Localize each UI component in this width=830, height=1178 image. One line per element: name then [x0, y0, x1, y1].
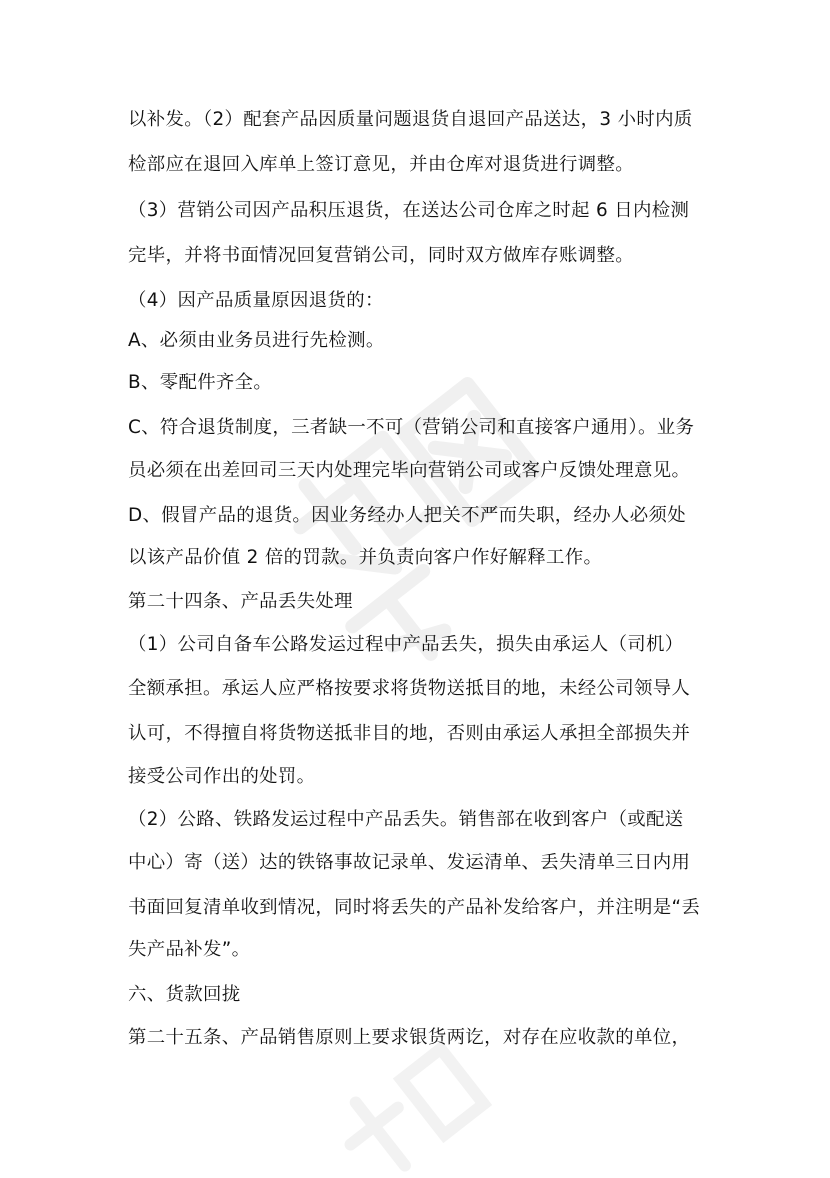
text-line: 中心）寄（送）达的铁铬事故记录单、发运清单、丢失清单三日内用 [128, 852, 691, 873]
text-line: 全额承担。承运人应严格按要求将货物送抵目的地，未经公司领导人 [128, 678, 691, 699]
text-line: 检部应在退回入库单上签订意见，并由仓库对退货进行调整。 [128, 154, 634, 175]
text-line: 以补发。（2）配套产品因质量问题退货自退回产品送达，3 小时内质 [128, 109, 693, 130]
text-line: A、必须由业务员进行先检测。 [128, 330, 385, 351]
text-line: B、零配件齐全。 [128, 372, 273, 393]
watermark-fragment [300, 1040, 520, 1174]
section-heading: 六、货款回拢 [128, 984, 241, 1005]
text-line: 第二十五条、产品销售原则上要求银货两讫，对存在应收款的单位， [128, 1027, 691, 1048]
text-line: （3）营销公司因产品积压退货，在送达公司仓库之时起 6 日内检测 [128, 200, 690, 221]
text-line: 失产品补发”。 [128, 939, 251, 960]
text-line: 员必须在出差回司三天内处理完毕向营销公司或客户反馈处理意见。 [128, 460, 691, 481]
text-line: 接受公司作出的处罚。 [128, 766, 316, 787]
text-line: （2）公路、铁路发运过程中产品丢失。销售部在收到客户（或配送 [128, 809, 684, 830]
text-line: （4）因产品质量原因退货的： [128, 290, 384, 311]
text-line: C、符合退货制度，三者缺一不可（营销公司和直接客户通用）。业务 [128, 417, 695, 438]
text-line: 认可，不得擅自将货物送抵非目的地，否则由承运人承担全部损失并 [128, 723, 691, 744]
section-heading: 第二十四条、产品丢失处理 [128, 591, 353, 612]
text-line: 完毕，并将书面情况回复营销公司，同时双方做库存账调整。 [128, 245, 634, 266]
text-line: （1）公司自备车公路发运过程中产品丢失，损失由承运人（司机） [128, 634, 684, 655]
text-line: 书面回复清单收到情况，同时将丢失的产品补发给客户，并注明是“丢 [128, 897, 701, 918]
text-line: 以该产品价值 2 倍的罚款。并负责向客户作好解释工作。 [128, 547, 603, 568]
text-line: D、假冒产品的退货。因业务经办人把关不严而失职，经办人必须处 [128, 505, 686, 526]
